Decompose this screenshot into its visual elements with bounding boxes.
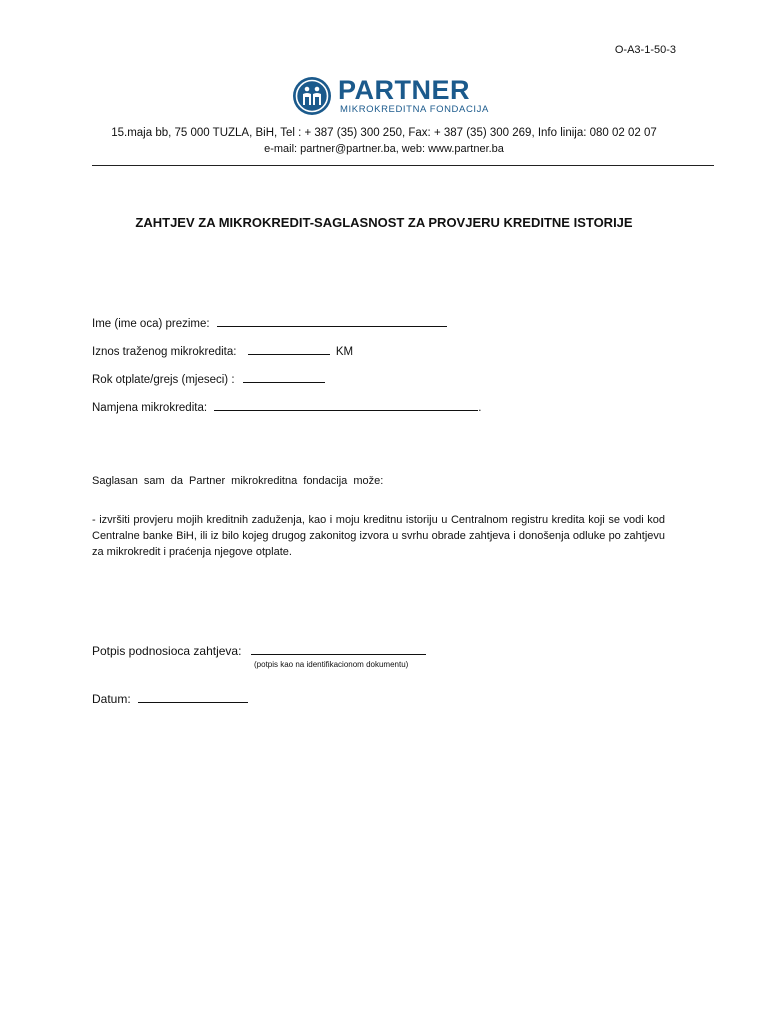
partner-emblem-icon — [292, 76, 332, 116]
signature-label: Potpis podnosioca zahtjeva: — [92, 644, 242, 658]
term-field-row — [92, 371, 325, 386]
header-divider — [92, 165, 714, 166]
logo-subtitle: MIKROKREDITNA FONDACIJA — [340, 104, 489, 115]
term-field-blank[interactable] — [243, 371, 325, 383]
signature-blank[interactable] — [251, 642, 426, 655]
term-field-label: Rok otplate/grejs (mjeseci) : — [92, 374, 235, 386]
purpose-field-row — [92, 399, 481, 414]
consent-text: - izvršiti provjeru mojih kreditnih zaduženja, kao i moju kreditnu istoriju u Centralnom registru kredita koji se vodi kod Centralne banke BiH, ili iz bilo kojeg drugog zakonitog izvora u svrhu obrade zahtjeva i donošenja odluke po zahtjevu za mikrokredit i praćenja njegove otplate. — [92, 514, 665, 558]
signature-row — [92, 642, 426, 658]
purpose-field-label: Namjena mikrokredita: — [92, 402, 208, 414]
consent-intro: Saglasan sam da Partner mikrokreditna fondacija može: — [92, 475, 384, 487]
name-field-label: Ime (ime oca) prezime: — [92, 318, 210, 330]
header-contact: e-mail: partner@partner.ba, web: www.partner.ba — [264, 143, 504, 155]
logo-name: PARTNER — [338, 75, 471, 105]
purpose-field-blank[interactable] — [214, 399, 478, 411]
amount-field-blank[interactable] — [248, 343, 330, 355]
amount-field-row — [92, 343, 353, 358]
name-field-blank[interactable] — [217, 315, 447, 327]
date-row — [92, 690, 248, 706]
date-blank[interactable] — [138, 690, 248, 703]
document-title: ZAHTJEV ZA MIKROKREDIT-SAGLASNOST ZA PROVJERU KREDITNE ISTORIJE — [135, 215, 633, 230]
amount-field-label: Iznos traženog mikrokredita: — [92, 346, 237, 358]
partner-logo — [292, 76, 489, 116]
header-address: 15.maja bb, 75 000 TUZLA, BiH, Tel : + 387 (35) 300 250, Fax: + 387 (35) 300 269, Info linija: 080 02 02 07 — [111, 127, 657, 139]
amount-unit: KM — [335, 346, 354, 358]
name-field-row — [92, 315, 447, 330]
date-label: Datum: — [92, 692, 131, 706]
purpose-field-end: . — [478, 402, 482, 414]
signature-note: (potpis kao na identifikacionom dokumentu) — [254, 660, 409, 669]
document-code: O-A3-1-50-3 — [614, 44, 676, 56]
